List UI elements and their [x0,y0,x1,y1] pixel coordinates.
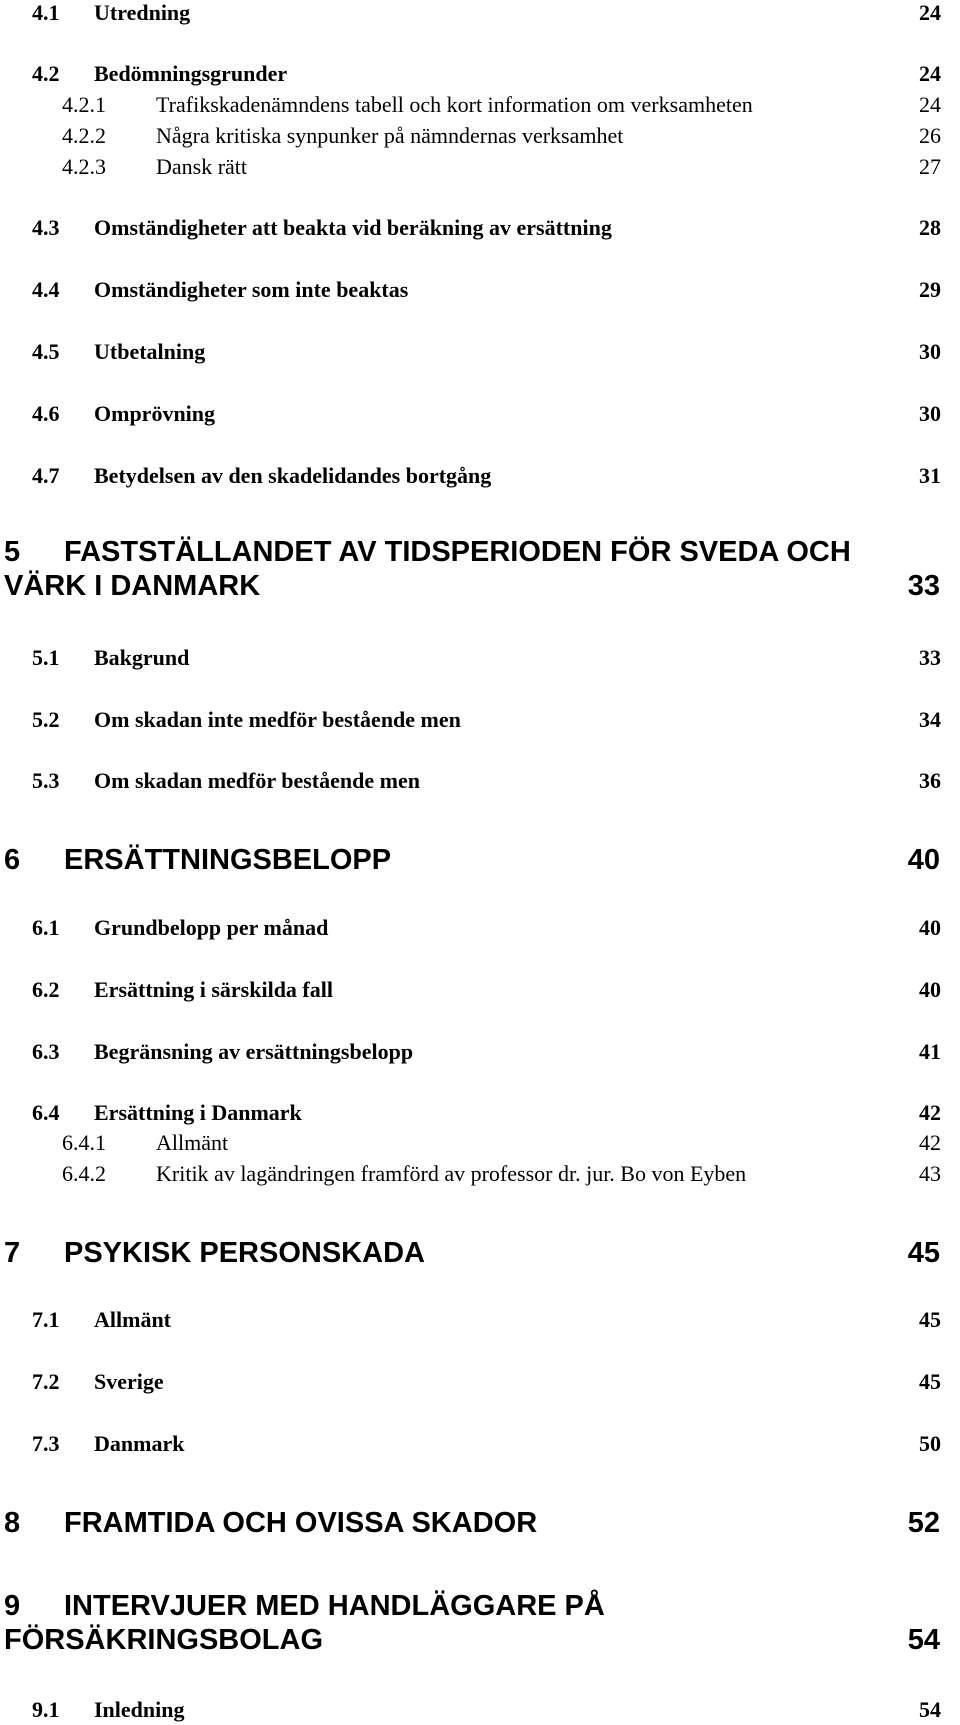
section-title: Utredning [94,0,191,25]
section-number: 7 [4,1237,21,1269]
section-number: 7.1 [32,1307,60,1332]
page-number: 41 [919,1039,941,1064]
page-number: 27 [919,154,941,179]
page-number: 24 [919,0,941,25]
section-title: Trafikskadenämndens tabell och kort information om verksamheten [156,92,753,117]
page-number: 43 [919,1161,941,1186]
section-number: 6.4.1 [62,1130,106,1155]
section-number: 4.2.1 [62,92,106,117]
section-number: 4.6 [32,401,60,426]
section-title: ERSÄTTNINGSBELOPP [64,844,392,876]
page-number: 24 [919,92,941,117]
section-number: 5 [4,536,21,568]
section-title: Kritik av lagändringen framförd av professor dr. jur. Bo von Eyben [156,1161,747,1186]
page-number: 50 [919,1431,941,1456]
section-title: Några kritiska synpunker på nämndernas verksamhet [156,123,624,148]
page-number: 29 [919,277,941,302]
section-title: Ersättning i Danmark [94,1100,302,1125]
page-number: 26 [919,123,941,148]
section-title: Om skadan medför bestående men [94,768,420,793]
section-number: 4.7 [32,463,60,488]
section-title: Allmänt [156,1130,229,1155]
section-title: Danmark [94,1431,185,1456]
page-number: 42 [919,1130,941,1155]
page-number: 52 [907,1507,940,1539]
section-title: Inledning [94,1697,185,1722]
section-number: 4.1 [32,0,60,25]
section-number: 6.3 [32,1039,60,1064]
section-number: 4.2 [32,61,60,86]
section-number: 6.2 [32,977,60,1002]
section-title: Begränsning av ersättningsbelopp [94,1039,414,1064]
page-number: 45 [907,1237,940,1269]
section-title: INTERVJUER MED HANDLÄGGARE PÅ FÖRSÄKRINGSBOLAG [4,1590,605,1656]
section-title: Betydelsen av den skadelidandes bortgång [94,463,492,488]
page-number: 33 [919,645,941,670]
section-title: PSYKISK PERSONSKADA [64,1237,425,1269]
section-number: 9.1 [32,1697,60,1722]
section-title: Utbetalning [94,339,206,364]
section-number: 5.3 [32,768,60,793]
section-number: 4.2.2 [62,123,106,148]
page-number: 40 [919,977,941,1002]
section-number: 6.4.2 [62,1161,106,1186]
page-number: 30 [919,339,941,364]
section-title: Sverige [94,1369,164,1394]
page-number: 54 [919,1697,941,1722]
section-number: 4.4 [32,277,60,302]
page-number: 33 [907,570,940,602]
section-title: Omprövning [94,401,216,426]
page-number: 28 [919,215,941,240]
section-number: 5.1 [32,645,60,670]
section-title: Omständigheter att beakta vid beräkning av ersättning [94,215,612,240]
section-title: Dansk rätt [156,154,248,179]
section-number: 8 [4,1507,21,1539]
section-number: 6.1 [32,915,60,940]
section-number: 6.4 [32,1100,60,1125]
section-title: Allmänt [94,1307,171,1332]
section-title: FASTSTÄLLANDET AV TIDSPERIODEN FÖR SVEDA OCH VÄRK I DANMARK [4,536,851,602]
section-title: FRAMTIDA OCH OVISSA SKADOR [64,1507,538,1539]
section-number: 4.5 [32,339,60,364]
section-number: 7.3 [32,1431,60,1456]
section-title: Ersättning i särskilda fall [94,977,333,1002]
page-number: 31 [919,463,941,488]
section-number: 4.2.3 [62,154,106,179]
page-number: 45 [919,1307,941,1332]
page-number: 45 [919,1369,941,1394]
page-number: 36 [919,768,941,793]
page-number: 42 [919,1100,941,1125]
section-number: 6 [4,844,21,876]
section-title: Om skadan inte medför bestående men [94,707,461,732]
page-number: 30 [919,401,941,426]
page-number: 34 [919,707,941,732]
section-number: 7.2 [32,1369,60,1394]
page-number: 24 [919,61,941,86]
section-number: 4.3 [32,215,60,240]
section-number: 9 [4,1590,21,1622]
section-title: Bakgrund [94,645,190,670]
page-number: 40 [907,844,940,876]
section-title: Omständigheter som inte beaktas [94,277,409,302]
page-number: 40 [919,915,941,940]
section-title: Bedömningsgrunder [94,61,288,86]
section-title: Grundbelopp per månad [94,915,329,940]
page-number: 54 [907,1624,940,1656]
section-number: 5.2 [32,707,60,732]
